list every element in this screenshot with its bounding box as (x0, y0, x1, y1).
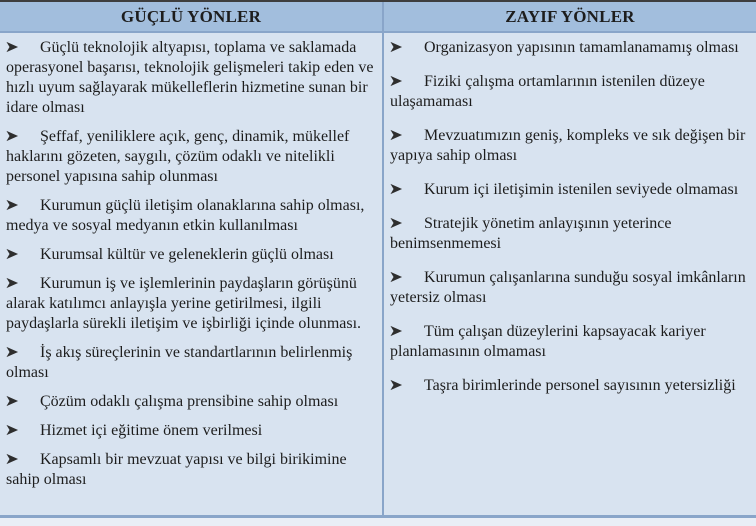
strength-item (6, 274, 374, 334)
weakness-item-text: Tüm çalışan düzeylerini kapsayacak kariyer planlamasının olmaması (390, 323, 706, 360)
arrowhead-bullet-icon (390, 38, 424, 58)
strength-item-text: Şeffaf, yeniliklere açık, genç, dinamik, mükellef haklarını gözeten, saygılı, çözüm odaklı ve nitelikli personel yapısına sahip olunması (6, 128, 350, 185)
arrowhead-bullet-icon (6, 196, 40, 216)
weakness-item-text: Fiziki çalışma ortamlarının istenilen düzeye ulaşamaması (390, 73, 705, 110)
arrowhead-bullet-icon (6, 38, 40, 58)
weaknesses-cell (384, 33, 756, 515)
strength-item-text: Kurumun iş ve işlemlerinin paydaşların görüşünü alarak katılımcı anlayışla yerine getirilmesi, ilgili paydaşlarla sürekli iletişim ve işbirliği içinde olunması. (6, 275, 362, 332)
weakness-item (390, 268, 748, 308)
strength-item-text: Hizmet içi eğitime önem verilmesi (40, 422, 263, 439)
two-column-table (0, 2, 756, 518)
weakness-item (390, 126, 748, 166)
weakness-item-text: Kurum içi iletişimin istenilen seviyede olmaması (424, 181, 739, 198)
weakness-item (390, 376, 748, 396)
arrowhead-bullet-icon (6, 343, 40, 363)
arrowhead-bullet-icon (6, 392, 40, 412)
weakness-item-text: Taşra birimlerinde personel sayısının yetersizliği (424, 377, 736, 394)
weakness-item (390, 322, 748, 362)
arrowhead-bullet-icon (390, 322, 424, 342)
strength-item-text: Kurumun güçlü iletişim olanaklarına sahip olması, medya ve sosyal medyanın etkin kullanılması (6, 197, 365, 234)
arrowhead-bullet-icon (6, 421, 40, 441)
arrowhead-bullet-icon (390, 376, 424, 396)
weakness-item (390, 72, 748, 112)
weakness-item-text: Mevzuatımızın geniş, kompleks ve sık değişen bir yapıya sahip olması (390, 127, 746, 164)
strengths-cell (0, 33, 384, 515)
arrowhead-bullet-icon (390, 126, 424, 146)
weakness-item-text: Stratejik yönetim anlayışının yeterince benimsenmemesi (390, 215, 672, 252)
strength-item (6, 392, 374, 412)
weakness-item (390, 180, 748, 200)
strength-item (6, 196, 374, 236)
strength-item (6, 245, 374, 265)
strength-item (6, 127, 374, 187)
weakness-item (390, 214, 748, 254)
column-header-strengths: GÜÇLÜ YÖNLER (0, 2, 384, 33)
strength-item (6, 38, 374, 118)
arrowhead-bullet-icon (390, 180, 424, 200)
strength-item (6, 421, 374, 441)
strength-item-text: Kurumsal kültür ve geleneklerin güçlü olması (40, 246, 334, 263)
arrowhead-bullet-icon (6, 127, 40, 147)
bottom-strip (0, 518, 756, 523)
strength-item-text: Güçlü teknolojik altyapısı, toplama ve saklamada operasyonel başarısı, teknolojik gelişmeleri takip eden ve hızlı uyum sağlayarak mükelleflerin hizmetine sunan bir idare olması (6, 39, 374, 116)
strength-item (6, 343, 374, 383)
arrowhead-bullet-icon (390, 268, 424, 288)
weakness-item (390, 38, 748, 58)
weakness-item-text: Organizasyon yapısının tamamlanamamış olması (424, 39, 739, 56)
weakness-item-text: Kurumun çalışanlarına sunduğu sosyal imkânların yetersiz olması (390, 269, 746, 306)
arrowhead-bullet-icon (6, 245, 40, 265)
arrowhead-bullet-icon (6, 450, 40, 470)
arrowhead-bullet-icon (390, 72, 424, 92)
arrowhead-bullet-icon (390, 214, 424, 234)
strength-item-text: Çözüm odaklı çalışma prensibine sahip olması (40, 393, 339, 410)
strength-item-text: İş akış süreçlerinin ve standartlarının belirlenmiş olması (6, 344, 353, 381)
strength-item-text: Kapsamlı bir mevzuat yapısı ve bilgi birikimine sahip olması (6, 451, 347, 488)
arrowhead-bullet-icon (6, 274, 40, 294)
column-header-weaknesses: ZAYIF YÖNLER (384, 2, 756, 33)
strength-item (6, 450, 374, 490)
